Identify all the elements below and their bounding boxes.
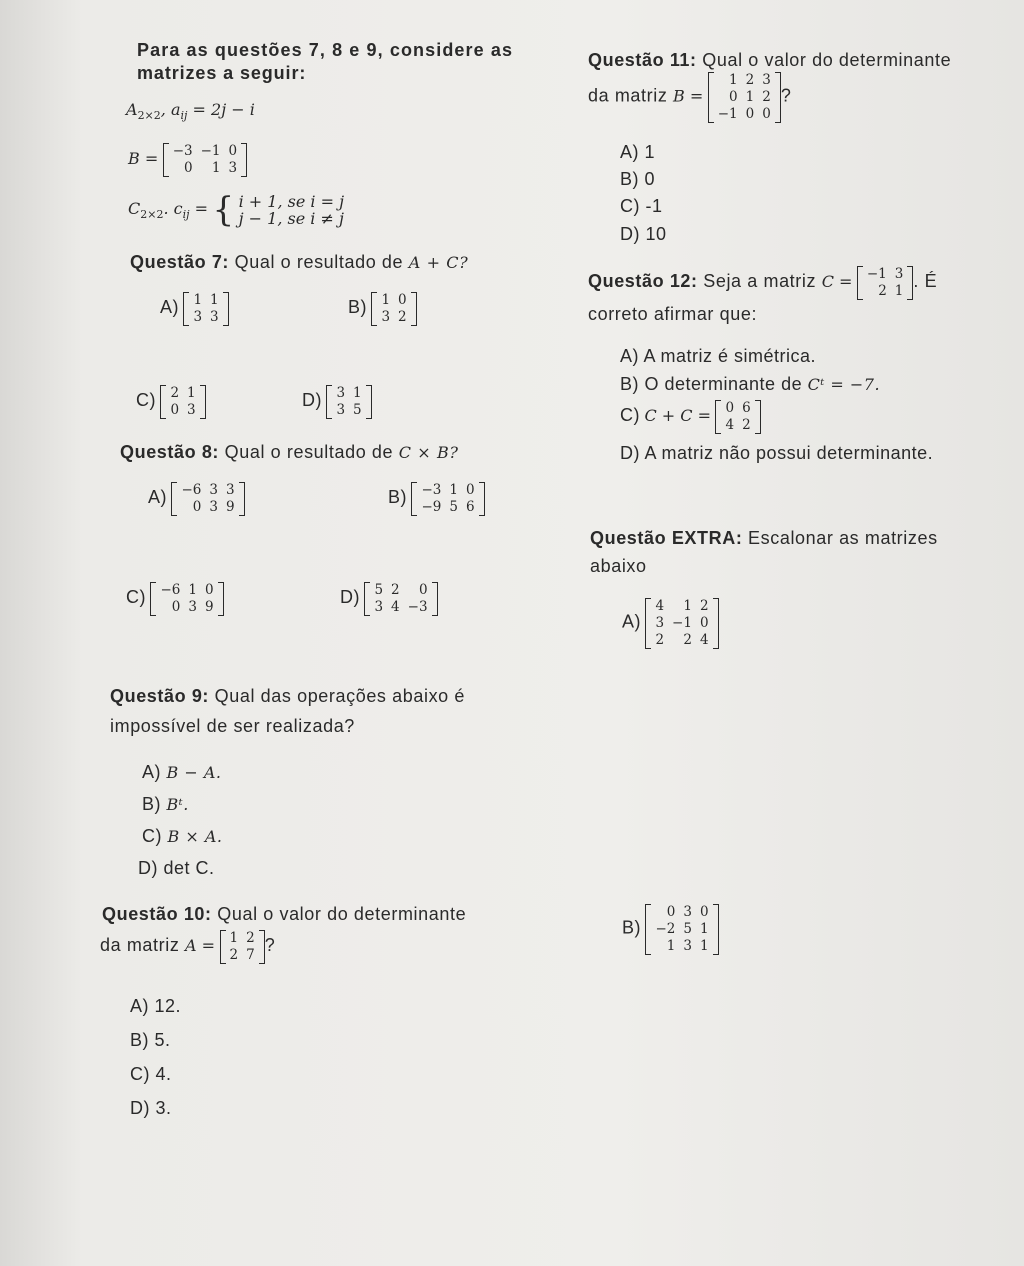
matrix-b-definition: B = −3 −1 0 0 1 3 <box>128 143 247 177</box>
matrix-cell: 3 <box>225 482 235 498</box>
q7-option-b[interactable]: B) 1 0 3 2 <box>348 292 417 326</box>
matrix-cell: 1 <box>699 938 709 954</box>
matrix-row <box>651 921 712 938</box>
matrix-cell: 4 <box>699 632 709 648</box>
q7-option-a[interactable]: A) 1 1 3 3 <box>160 292 229 326</box>
extra-option-a: A) 4 1 2 3 −1 0 2 2 4 <box>622 598 719 649</box>
matrix-cell: −6 <box>181 482 202 498</box>
question-12-line2: correto afirmar que: <box>588 304 758 324</box>
matrix-row <box>417 482 478 499</box>
intro-line1: Para as questões 7, 8 e 9, considere as <box>137 40 514 60</box>
q8-option-d[interactable]: D) 5 2 0 3 4 −3 <box>340 582 438 616</box>
matrix-cell: 1 <box>188 582 197 598</box>
question-10-line2: da matriz A = 1 2 2 7 ? <box>100 930 276 963</box>
q12-matrix-c <box>857 266 914 300</box>
q11-option-c[interactable]: C) -1 <box>620 196 663 216</box>
question-extra-line1: Questão EXTRA: Escalonar as matrizes <box>590 528 938 548</box>
matrix-row <box>417 499 478 516</box>
matrix-cell: 0 <box>170 402 180 418</box>
q12-option-a[interactable]: A) A matriz é simétrica. <box>620 346 817 366</box>
q8-option-a-matrix <box>171 482 244 516</box>
matrix-cell: 5 <box>683 921 692 937</box>
matrix-cell: 1 <box>699 921 709 937</box>
q10-option-d[interactable]: D) 3. <box>130 1098 172 1118</box>
matrix-row <box>651 904 712 921</box>
matrix-cell: 3 <box>762 72 771 88</box>
q11-matrix-b <box>708 72 781 123</box>
matrix-cell: −6 <box>160 582 181 598</box>
q8-option-d-matrix <box>364 582 437 616</box>
q12-option-c-matrix <box>715 400 760 434</box>
matrix-row <box>189 292 222 309</box>
definition-a: $A_{2\times 2}$, $a_{ij} = 2j - i$ <box>126 100 255 123</box>
q12-option-d[interactable]: D) A matriz não possui determinante. <box>620 443 934 463</box>
matrix-cell: 2 <box>229 947 239 963</box>
q8-option-b[interactable]: B) −3 1 0 −9 5 6 <box>388 482 485 516</box>
matrix-cell: 3 <box>187 402 196 418</box>
matrix-cell: 3 <box>188 599 197 615</box>
q10-matrix-a <box>220 930 265 964</box>
q9-option-b[interactable]: B) Bᵗ. <box>142 794 189 814</box>
matrix-cell: 2 <box>398 309 407 325</box>
q12-option-c[interactable]: C) C + C = 0 6 4 2 <box>620 400 761 434</box>
matrix-cell: 3 <box>228 160 238 176</box>
matrix-cell: 0 <box>171 599 181 615</box>
q10-option-b[interactable]: B) 5. <box>130 1030 171 1050</box>
matrix-row <box>189 309 222 326</box>
matrix-b <box>163 143 247 177</box>
q8-option-a[interactable]: A) −6 3 3 0 3 9 <box>148 482 245 516</box>
q7-option-c[interactable]: C) 2 1 0 3 <box>136 385 206 419</box>
question-extra-line2: abaixo <box>590 556 647 576</box>
matrix-cell: −1 <box>866 266 887 282</box>
matrix-row <box>169 143 241 160</box>
extra-matrix-b <box>645 904 718 955</box>
matrix-cell: 3 <box>209 482 218 498</box>
matrix-cell: 0 <box>729 89 738 105</box>
matrix-cell: 1 <box>211 160 221 176</box>
matrix-cell: 2 <box>878 283 887 299</box>
matrix-row <box>651 632 712 649</box>
matrix-cell: 0 <box>184 160 193 176</box>
question-9-line2: impossível de ser realizada? <box>110 716 355 736</box>
matrix-cell: 6 <box>465 499 475 515</box>
matrix-row <box>226 930 259 947</box>
matrix-cell: 2 <box>762 89 771 105</box>
matrix-cell: 0 <box>228 143 238 159</box>
matrix-cell: 1 <box>729 72 738 88</box>
matrix-cell: 7 <box>246 947 255 963</box>
matrix-cell: 1 <box>193 292 203 308</box>
matrix-cell: 0 <box>398 292 407 308</box>
matrix-cell: 9 <box>225 499 235 515</box>
matrix-cell: 4 <box>725 417 735 433</box>
matrix-cell: 3 <box>381 309 391 325</box>
matrix-cell: −1 <box>672 615 692 631</box>
matrix-cell: 0 <box>745 106 755 122</box>
matrix-cell: 5 <box>449 499 458 515</box>
question-9-line1: Questão 9: Qual das operações abaixo é <box>110 686 465 706</box>
matrix-row <box>332 402 365 419</box>
matrix-row <box>177 499 238 516</box>
definition-c: $C_{2\times 2}$. $c_{ij}$ = { i + 1, se i = j j − 1, se i ≠ j <box>128 190 345 230</box>
question-12-line1: Questão 12: Seja a matriz C = −1 3 2 1 . É <box>588 266 938 299</box>
matrix-cell: 1 <box>353 385 362 401</box>
question-11-line2: da matriz B = 1 2 3 0 1 2 −1 0 0 ? <box>588 72 792 122</box>
matrix-cell: 0 <box>666 904 676 920</box>
matrix-cell: 0 <box>192 499 202 515</box>
matrix-cell: 3 <box>683 904 692 920</box>
matrix-cell: 6 <box>742 400 751 416</box>
matrix-cell: 3 <box>894 266 904 282</box>
matrix-row <box>156 582 217 599</box>
matrix-cell: 2 <box>246 930 255 946</box>
matrix-cell: 1 <box>210 292 219 308</box>
matrix-cell: 2 <box>655 632 665 648</box>
matrix-cell: 1 <box>229 930 239 946</box>
matrix-cell: −3 <box>407 599 428 615</box>
matrix-row <box>169 160 241 177</box>
matrix-cell: 5 <box>353 402 362 418</box>
q11-option-d[interactable]: D) 10 <box>620 224 667 244</box>
matrix-row <box>156 599 217 616</box>
q8-option-b-matrix <box>411 482 484 516</box>
matrix-cell: 2 <box>170 385 180 401</box>
matrix-row <box>226 947 259 964</box>
matrix-cell: 3 <box>336 402 346 418</box>
matrix-row <box>377 309 410 326</box>
matrix-cell: −3 <box>421 482 442 498</box>
q7-option-a-matrix <box>183 292 228 326</box>
matrix-cell: 2 <box>391 582 400 598</box>
matrix-cell: 0 <box>204 582 214 598</box>
matrix-cell: 4 <box>391 599 400 615</box>
question-7: Questão 7: Qual o resultado de A + C? <box>130 252 469 272</box>
matrix-row <box>377 292 410 309</box>
intro-line2: matrizes a seguir: <box>137 63 307 83</box>
question-10-line1: Questão 10: Qual o valor do determinante <box>102 904 467 924</box>
matrix-row <box>370 599 431 616</box>
matrix-cell: 3 <box>210 309 219 325</box>
matrix-cell: 1 <box>381 292 391 308</box>
matrix-cell: 2 <box>683 632 692 648</box>
q9-option-a[interactable]: A) B − A. <box>142 762 222 782</box>
matrix-row <box>651 598 712 615</box>
matrix-row <box>651 615 712 632</box>
matrix-cell: 1 <box>745 89 755 105</box>
matrix-row <box>721 400 754 417</box>
matrix-cell: 0 <box>762 106 771 122</box>
matrix-cell: −3 <box>172 143 193 159</box>
q9-option-c[interactable]: C) B × A. <box>142 826 223 846</box>
question-8: Questão 8: Qual o resultado de C × B? <box>120 442 459 462</box>
q8-option-c-matrix <box>150 582 223 616</box>
matrix-row <box>166 385 199 402</box>
matrix-cell: 2 <box>742 417 751 433</box>
matrix-cell: −2 <box>655 921 676 937</box>
q12-option-b[interactable]: B) O determinante de Cᵗ = −7. <box>620 374 881 394</box>
matrix-cell: −1 <box>717 106 738 122</box>
q11-option-a[interactable]: A) 1 <box>620 142 656 162</box>
extra-option-b: B) 0 3 0 −2 5 1 1 3 1 <box>622 904 719 955</box>
matrix-cell: 3 <box>374 599 384 615</box>
question-11-line1: Questão 11: Qual o valor do determinante <box>588 50 952 70</box>
matrix-cell: 0 <box>699 904 709 920</box>
q10-option-a[interactable]: A) 12. <box>130 996 182 1016</box>
matrix-row <box>863 266 908 283</box>
matrix-cell: 1 <box>449 482 458 498</box>
matrix-cell: 3 <box>193 309 203 325</box>
matrix-row <box>370 582 431 599</box>
matrix-cell: 0 <box>725 400 735 416</box>
matrix-cell: 5 <box>374 582 384 598</box>
q7-option-d[interactable]: D) 3 1 3 5 <box>302 385 372 419</box>
matrix-cell: 2 <box>745 72 755 88</box>
matrix-row <box>332 385 365 402</box>
matrix-cell: 1 <box>683 598 692 614</box>
matrix-row <box>651 938 712 955</box>
matrix-cell: 0 <box>465 482 475 498</box>
q9-option-d[interactable]: D) det C. <box>138 858 215 878</box>
matrix-row <box>714 72 775 89</box>
matrix-cell: 0 <box>418 582 428 598</box>
matrix-row <box>177 482 238 499</box>
q7-option-d-matrix <box>326 385 371 419</box>
q11-option-b[interactable]: B) 0 <box>620 169 656 189</box>
matrix-cell: 0 <box>699 615 709 631</box>
matrix-cell: −1 <box>200 143 221 159</box>
matrix-cell: 1 <box>187 385 196 401</box>
q7-option-b-matrix <box>371 292 416 326</box>
matrix-cell: 2 <box>699 598 709 614</box>
matrix-cell: 4 <box>655 598 665 614</box>
matrix-cell: −9 <box>421 499 442 515</box>
matrix-cell: 3 <box>209 499 218 515</box>
matrix-row <box>863 283 908 300</box>
extra-matrix-a <box>645 598 718 649</box>
q10-option-c[interactable]: C) 4. <box>130 1064 172 1084</box>
matrix-row <box>714 89 775 106</box>
matrix-row <box>721 417 754 434</box>
matrix-row <box>166 402 199 419</box>
matrix-cell: 1 <box>666 938 676 954</box>
matrix-cell: 9 <box>204 599 214 615</box>
matrix-cell: 3 <box>655 615 665 631</box>
q8-option-c[interactable]: C) −6 1 0 0 3 9 <box>126 582 224 616</box>
q7-option-c-matrix <box>160 385 205 419</box>
matrix-cell: 3 <box>683 938 692 954</box>
matrix-cell: 3 <box>336 385 346 401</box>
matrix-cell: 1 <box>894 283 904 299</box>
matrix-row <box>714 106 775 123</box>
